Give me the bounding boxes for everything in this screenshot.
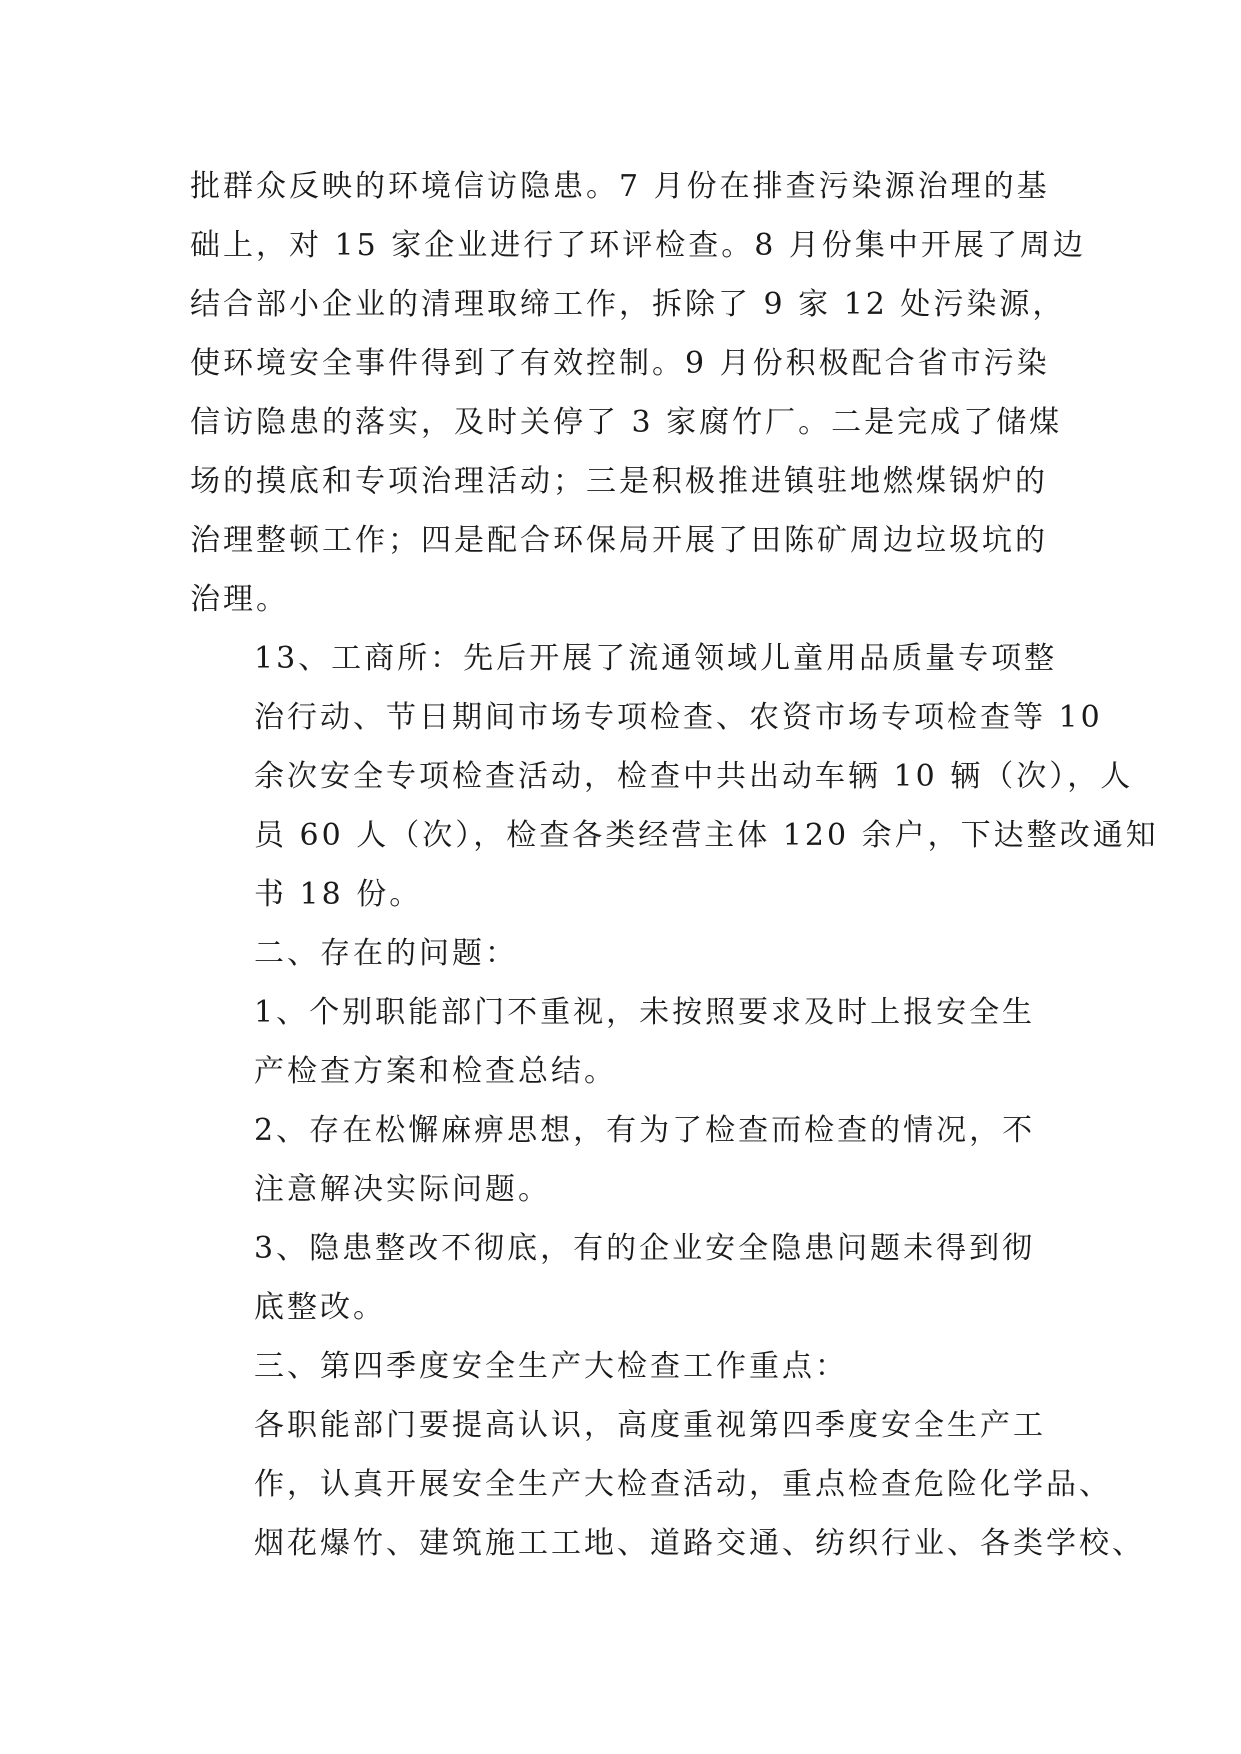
text-line: 作，认真开展安全生产大检查活动，重点检查危险化学品、 [254,1467,1112,1502]
paragraph [190,1396,1145,1573]
text-line: 书 18 份。 [254,877,423,912]
text-line: 批群众反映的环境信访隐患。7 月份在排查污染源治理的基 [190,169,1050,204]
text-line: 产检查方案和检查总结。 [254,1054,617,1089]
text-line: 治理。 [190,582,289,617]
text-line: 各职能部门要提高认识，高度重视第四季度安全生产工 [254,1408,1046,1443]
text-line: 烟花爆竹、建筑施工工地、道路交通、纺织行业、各类学校、 [254,1526,1145,1561]
text-line: 余次安全专项检查活动，检查中共出动车辆 10 辆（次），人 [254,759,1134,794]
text-line: 三、第四季度安全生产大检查工作重点： [254,1349,848,1384]
paragraph [190,629,1159,924]
paragraph [190,924,1058,983]
text-line: 场的摸底和专项治理活动；三是积极推进镇驻地燃煤锅炉的 [190,464,1048,499]
text-line: 二、存在的问题： [254,936,518,971]
paragraph [190,157,1086,629]
paragraph [190,1101,1058,1219]
text-line: 1、个别职能部门不重视，未按照要求及时上报安全生 [254,995,1036,1030]
text-line: 13、工商所：先后开展了流通领域儿童用品质量专项整 [254,641,1058,676]
text-line: 员 60 人（次），检查各类经营主体 120 余户，下达整改通知 [254,818,1159,853]
text-line: 使环境安全事件得到了有效控制。9 月份积极配合省市污染 [190,346,1050,381]
text-line: 注意解决实际问题。 [254,1172,551,1207]
paragraph [190,1219,1058,1337]
paragraph [190,1337,1058,1396]
paragraph [190,983,1058,1101]
document-body [190,157,1159,1573]
text-line: 治行动、节日期间市场专项检查、农资市场专项检查等 10 [254,700,1103,735]
text-line: 2、存在松懈麻痹思想，有为了检查而检查的情况，不 [254,1113,1036,1148]
text-line: 信访隐患的落实，及时关停了 3 家腐竹厂。二是完成了储煤 [190,405,1063,440]
text-line: 底整改。 [254,1290,386,1325]
text-line: 治理整顿工作；四是配合环保局开展了田陈矿周边垃圾坑的 [190,523,1048,558]
text-line: 础上，对 15 家企业进行了环评检查。8 月份集中开展了周边 [190,228,1086,263]
text-line: 结合部小企业的清理取缔工作，拆除了 9 家 12 处污染源， [190,287,1066,322]
text-line: 3、隐患整改不彻底，有的企业安全隐患问题未得到彻 [254,1231,1036,1266]
